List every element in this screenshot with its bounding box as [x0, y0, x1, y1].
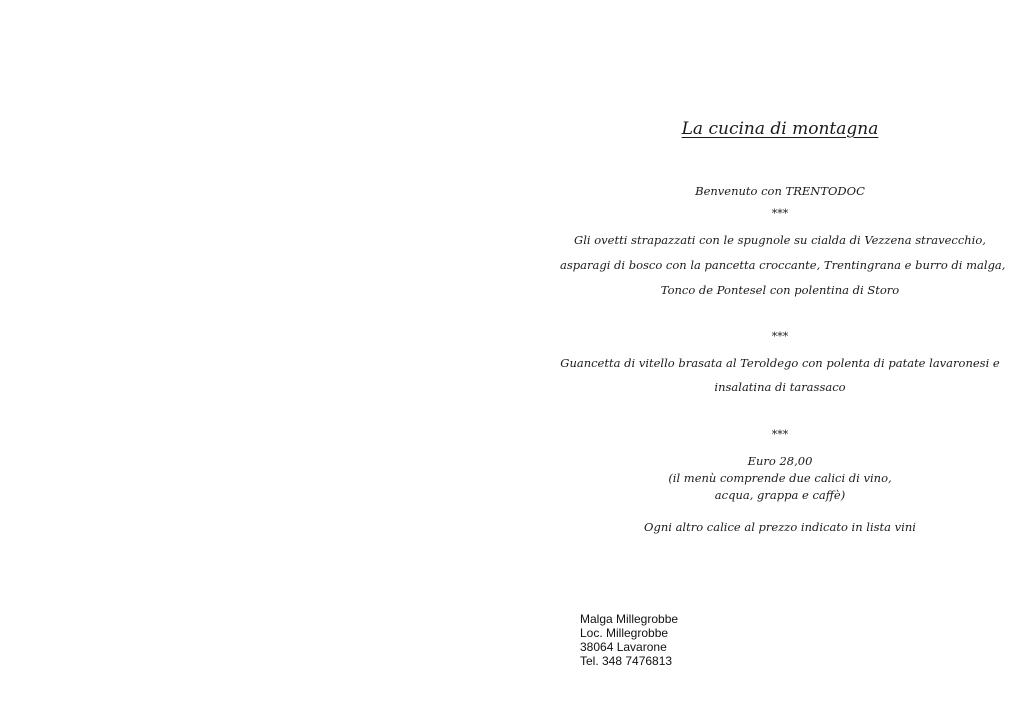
course1-line-2: asparagi di bosco con la pancetta croccante, Trentingrana e burro di malga, — [560, 258, 1006, 272]
course1-line-3: Tonco de Pontesel con polentina di Storo — [660, 283, 900, 297]
price: Euro 28,00 — [747, 454, 813, 468]
course1-line-1: Gli ovetti strapazzati con le spugnole su cialda di Vezzena stravecchio, — [574, 233, 986, 247]
address-block — [580, 612, 678, 668]
venue-postal: 38064 Lavarone — [580, 640, 667, 654]
extra-note: Ogni altro calice al prezzo indicato in lista vini — [644, 520, 916, 534]
course2-line-1: Guancetta di vitello brasata al Teroldego con polenta di patate lavaronesi e — [560, 356, 1000, 370]
separator-1: *** — [771, 207, 789, 220]
course2-line-2: insalatina di tarassaco — [714, 380, 846, 394]
venue-name: Malga Millegrobbe — [580, 612, 679, 626]
separator-2: *** — [771, 330, 789, 343]
separator-3: *** — [771, 428, 789, 441]
venue-locality: Loc. Millegrobbe — [580, 626, 669, 640]
menu-title: La cucina di montagna — [681, 119, 879, 139]
venue-phone: Tel. 348 7476813 — [580, 654, 673, 668]
price-note-line-2: acqua, grappa e caffè) — [714, 488, 846, 502]
welcome-line: Benvenuto con TRENTODOC — [695, 184, 865, 198]
price-note-line-1: (il menù comprende due calici di vino, — [668, 471, 892, 485]
